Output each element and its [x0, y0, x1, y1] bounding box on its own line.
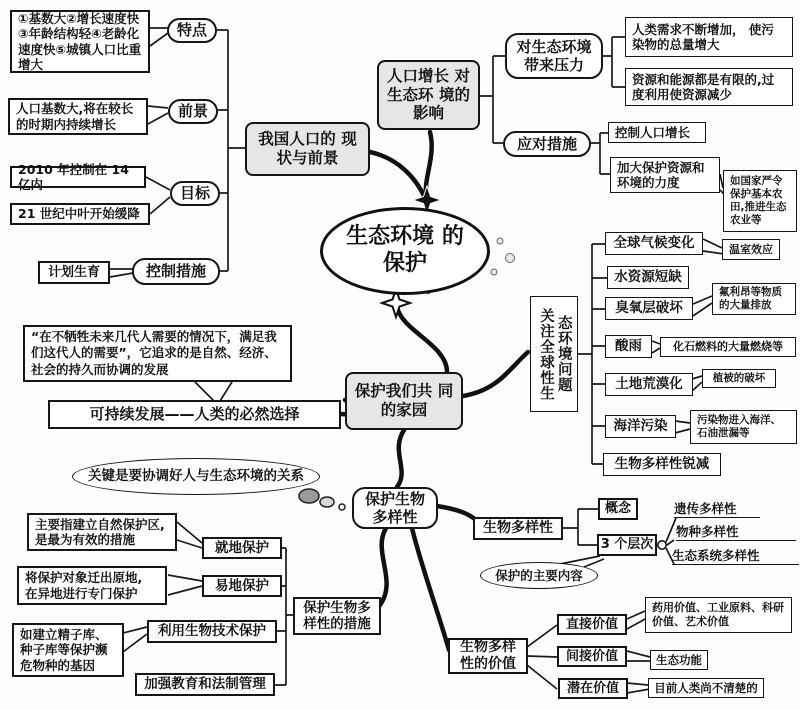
prospect-detail-box [8, 98, 148, 135]
prospect-detail-text: 人口基数大,将在较长的时期内持续增长 [16, 101, 134, 132]
features-label: 特点 [176, 21, 207, 40]
key-thought-cloud [72, 458, 320, 495]
response-label: 应对措施 [516, 134, 577, 153]
main-content-ellipse [480, 562, 598, 589]
insitu-detail-text: 主要指建立自然保护区, 是最为有效的措施 [35, 516, 165, 547]
exsitu-detail-text: 将保护对象迁出原地, 在异地进行专门保护 [25, 570, 143, 601]
family-planning-text: 计划生育 [47, 264, 100, 280]
issue-ozone-note [712, 283, 796, 315]
sustainable-box [48, 400, 341, 429]
response-node [503, 131, 591, 157]
response-note-text: 如国家严令 保护基本农 田,推进生态 农业等 [730, 174, 787, 227]
central-topic-label: 生态环境 的保护 [346, 224, 464, 276]
response-detail-text-2: 加大保护资源和 环境的力度 [617, 159, 705, 190]
pressure-detail-box-2 [625, 68, 793, 106]
diversity-box [473, 517, 563, 540]
features-detail-text: ①基数大②增长速度快③年龄结构轻④老龄化速度快⑤城镇人口比重增大 [18, 11, 142, 72]
indirect-value-label: 间接价值 [565, 648, 618, 664]
exsitu-detail-box [17, 566, 167, 605]
response-detail-text-1: 控制人口增长 [615, 124, 691, 140]
goal-detail-box-1 [10, 161, 146, 192]
issue-climate-note [722, 239, 780, 260]
direct-value-box [557, 614, 627, 635]
education-label: 加强教育和法制管理 [144, 676, 266, 693]
issue-water-label: 水资源短缺 [614, 269, 682, 286]
biotech-box [147, 620, 277, 643]
issue-desert-note [702, 369, 776, 388]
concept-label: 概念 [604, 501, 631, 517]
value-node [448, 638, 528, 674]
home-topic-title: 保护我们共 同的家园 [354, 382, 454, 419]
issue-desert-note-text: 植被的破坏 [712, 372, 766, 385]
issue-biodiversity-label: 生物多样性锐减 [614, 456, 710, 473]
pressure-detail-text-2: 资源和能源都是有限的,过度利用使资源减少 [632, 71, 775, 102]
features-detail-box [10, 10, 150, 73]
biotech-detail-text: 如建立精子库、 种子库等保护濒 危物种的基因 [20, 627, 108, 673]
population-status-title: 我国人口的 现状与前景 [258, 130, 357, 167]
issue-ocean-box [605, 415, 676, 438]
sustainable-quote-bubble [23, 325, 292, 382]
key-thought-text: 关键是要协调好人与生态环境的关系 [88, 468, 304, 485]
value-title: 生物多样 性的价值 [460, 638, 516, 672]
pressure-node [505, 33, 603, 79]
global-issues-node [530, 296, 578, 412]
exsitu-label: 易地保护 [215, 577, 269, 594]
issue-ocean-note [690, 410, 797, 444]
issue-ocean-note-text: 污染物进入海洋、 石油泄漏等 [697, 413, 781, 439]
issue-climate-label: 全球气候变化 [613, 235, 695, 252]
exsitu-box [202, 575, 282, 597]
issue-climate-note-text: 温室效应 [729, 242, 773, 256]
direct-value-note-text: 药用价值、工业原料、科研 价值、艺术价值 [652, 600, 784, 628]
potential-value-note [648, 678, 764, 698]
direct-value-note [645, 597, 792, 633]
response-detail-box-1 [608, 122, 706, 143]
diversity-title: 生物多样性 [483, 519, 553, 536]
pressure-detail-box-1 [625, 17, 793, 57]
goal-detail-text-2: 21 世纪中叶开始缓降 [18, 206, 140, 222]
issue-desert-label: 土地荒漠化 [615, 376, 683, 393]
biodiversity-protection-title: 保护生物 多样性 [364, 489, 425, 526]
biodiversity-protection-node [352, 487, 438, 529]
level-ecosystem-text: 生态系统多样性 [672, 548, 760, 563]
indirect-value-note-text: 生态功能 [656, 652, 702, 667]
goal-node [170, 181, 220, 206]
insitu-detail-box [27, 513, 177, 551]
insitu-label: 就地保护 [215, 539, 269, 556]
issue-ozone-label: 臭氧层破坏 [615, 300, 683, 317]
prospect-label: 前景 [177, 102, 208, 121]
response-detail-box-2 [610, 157, 720, 193]
education-box [135, 673, 275, 696]
potential-value-box [558, 678, 628, 699]
goal-detail-box-2 [10, 203, 150, 225]
population-impact-topic [377, 60, 480, 130]
pressure-detail-text-1: 人类需求不断增加， 使污染物的总量增大 [632, 21, 774, 52]
issue-ocean-label: 海洋污染 [613, 418, 668, 435]
level-species [676, 524, 796, 541]
goal-detail-text-1: 2010 年控制在 14 亿内 [18, 161, 129, 192]
control-measures-label: 控制措施 [145, 262, 206, 281]
prospect-node [168, 99, 218, 124]
direct-value-label: 直接价值 [565, 616, 618, 632]
central-topic [320, 207, 490, 295]
issue-water-box [607, 266, 689, 289]
thought-bubbles [299, 489, 345, 510]
response-note-box [723, 170, 797, 232]
biotech-detail-box [12, 623, 124, 677]
level-species-text: 物种多样性 [676, 524, 739, 539]
concept-box [598, 498, 638, 520]
potential-value-note-text: 目前人类尚不清楚的 [654, 680, 758, 695]
level-genetic-text: 遗传多样性 [674, 501, 737, 516]
levels-label: 3 个层次 [600, 537, 654, 553]
issue-acidrain-note-text: 化石燃料的大量燃烧等 [673, 340, 783, 354]
goal-label: 目标 [179, 184, 210, 203]
indirect-value-box [557, 646, 627, 667]
sustainable-text: 可持续发展——人类的必然选择 [89, 405, 300, 424]
levels-box [597, 534, 657, 556]
indirect-value-note [650, 650, 708, 670]
issue-acidrain-box [605, 335, 652, 358]
features-node [167, 18, 217, 43]
measures-title: 保护生物多 样性的措施 [303, 599, 371, 632]
population-impact-title: 人口增长 对生态环 境的影响 [387, 66, 470, 123]
family-planning-box [38, 261, 110, 284]
issue-desert-box [605, 373, 693, 396]
insitu-box [202, 537, 282, 559]
population-status-topic [245, 122, 370, 176]
pressure-label: 对生态环境 带来压力 [516, 37, 592, 74]
issue-acidrain-label: 酸雨 [615, 338, 642, 355]
issue-ozone-box [605, 297, 693, 320]
issue-climate-box [605, 232, 703, 255]
issue-ozone-note-text: 氟利昂等物质 的大量排放 [719, 285, 782, 311]
home-topic [345, 372, 463, 430]
global-issues-title: 关注全球性生态环境问题 [538, 307, 572, 401]
level-genetic [674, 501, 760, 518]
measures-node [293, 597, 381, 635]
issue-biodiversity-box [603, 453, 721, 476]
sustainable-quote-text: “在不牺牲未来几代人需要的情况下，满足我们这代人的需要”，它追求的是自然、经济、社会的持久而协调的发展 [31, 329, 277, 377]
main-content-text: 保护的主要内容 [495, 567, 583, 583]
level-ecosystem [672, 548, 799, 565]
potential-value-label: 潜在价值 [566, 680, 619, 696]
issue-acidrain-note [660, 337, 796, 357]
biotech-label: 利用生物技术保护 [158, 623, 266, 640]
control-measures-node [132, 258, 220, 285]
